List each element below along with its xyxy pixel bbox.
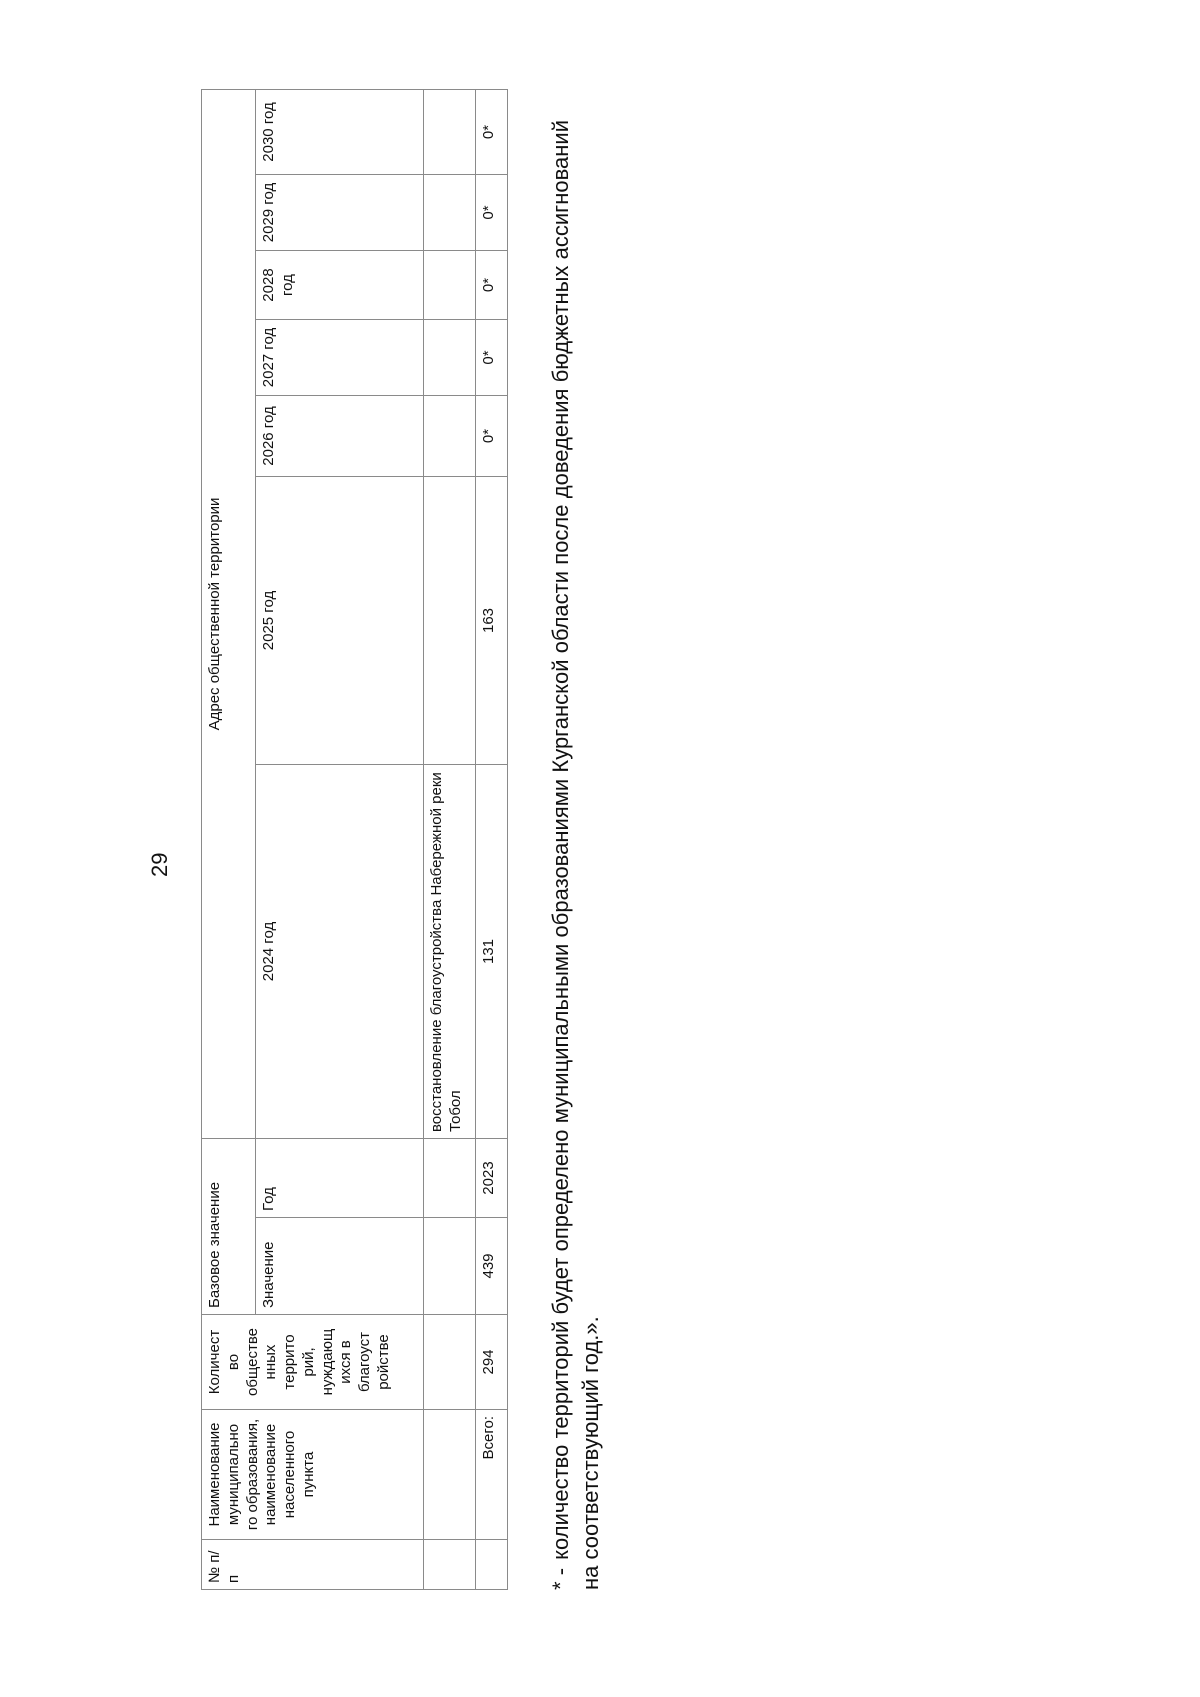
page-number: 29: [147, 852, 172, 877]
total-2025: 163: [476, 477, 508, 765]
cell-empty: [424, 320, 476, 396]
header-year-2027: 2027 год: [256, 320, 424, 396]
footnote-text: количество территорий будет определено муниципальными образованиями Курганской области после доведения бюджетных ассигнований на соответствующий год.».: [548, 120, 603, 1590]
cell-empty: [424, 477, 476, 765]
footnote: [546, 120, 605, 1590]
header-address: Адрес общественной территории: [202, 89, 256, 1138]
total-2028: 0*: [476, 251, 508, 320]
cell-empty: [424, 1139, 476, 1218]
total-base-year: 2023: [476, 1139, 508, 1218]
territory-table: [201, 89, 508, 1590]
total-row: [476, 89, 508, 1589]
cell-empty: [424, 1218, 476, 1315]
cell-empty: [424, 1315, 476, 1410]
table-row: [424, 89, 476, 1589]
cell-empty: [476, 1540, 508, 1590]
header-base-year: Год: [256, 1139, 424, 1218]
total-count: 294: [476, 1315, 508, 1410]
cell-empty: [424, 1410, 476, 1540]
total-2024: 131: [476, 765, 508, 1139]
header-year-2025: 2025 год: [256, 477, 424, 765]
total-label: Всего:: [476, 1410, 508, 1540]
header-year-2029: 2029 год: [256, 175, 424, 251]
total-base-value: 439: [476, 1218, 508, 1315]
header-year-2030: 2030 год: [256, 89, 424, 174]
rotated-content: [201, 102, 621, 1590]
header-name: Наименование муниципально го образования, наименование населенного пункта: [202, 1410, 424, 1540]
header-year-2024: 2024 год: [256, 765, 424, 1139]
cell-empty: [424, 175, 476, 251]
cell-address-2024: восстановление благоустройства Набережной реки Тобол: [424, 765, 476, 1139]
cell-empty: [424, 251, 476, 320]
footnote-marker: * -: [548, 1567, 573, 1590]
cell-empty: [424, 89, 476, 174]
header-year-2026: 2026 год: [256, 396, 424, 477]
cell-empty: [424, 396, 476, 477]
header-count: Количест во обществе нных террито рий, нуждающ ихся в благоуст ройстве: [202, 1315, 424, 1410]
total-2027: 0*: [476, 320, 508, 396]
total-2026: 0*: [476, 396, 508, 477]
header-year-2028: 2028 год: [256, 251, 424, 320]
cell-empty: [424, 1540, 476, 1590]
header-base-value: Значение: [256, 1218, 424, 1315]
header-num: № п/п: [202, 1540, 424, 1590]
header-base: Базовое значение: [202, 1139, 256, 1315]
total-2030: 0*: [476, 89, 508, 174]
total-2029: 0*: [476, 175, 508, 251]
